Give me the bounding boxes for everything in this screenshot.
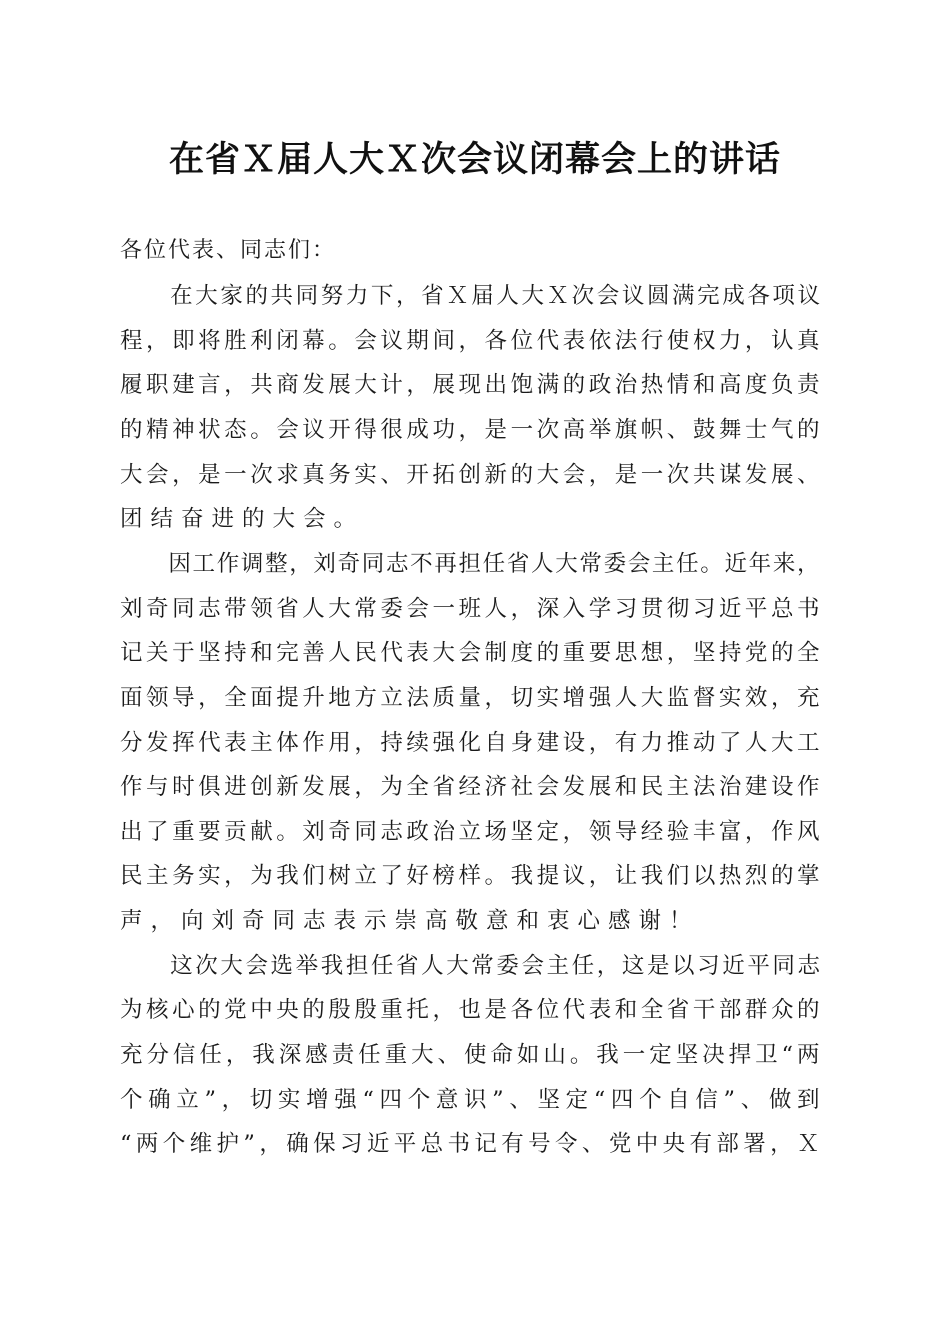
body-line: 分发挥代表主体作用，持续强化自身建设，有力推动了人大工 <box>120 729 824 756</box>
body-line: 的精神状态。会议开得很成功，是一次高举旗帜、鼓舞士气的 <box>120 416 824 443</box>
body-line: “两个维护”，确保习近平总书记有号令、党中央有部署，Ｘ <box>120 1131 824 1158</box>
body-line: 声，向刘奇同志表示崇高敬意和衷心感谢！ <box>120 908 700 935</box>
body-line: 作与时俱进创新发展，为全省经济社会发展和民主法治建设作 <box>120 774 824 801</box>
body-line: 在大家的共同努力下，省Ｘ届人大Ｘ次会议圆满完成各项议 <box>120 283 823 309</box>
document-title: 在省Ｘ届人大Ｘ次会议闭幕会上的讲话 <box>168 139 781 180</box>
greeting: 各位代表、同志们： <box>120 238 337 263</box>
body-line: 程，即将胜利闭幕。会议期间，各位代表依法行使权力，认真 <box>120 327 824 354</box>
body-line: 履职建言，共商发展大计，展现出饱满的政治热情和高度负责 <box>120 372 824 399</box>
body-line: 充分信任，我深感责任重大、使命如山。我一定坚决捍卫“两 <box>120 1042 824 1069</box>
body-line: 因工作调整，刘奇同志不再担任省人大常委会主任。近年来， <box>120 550 822 577</box>
body-line: 为核心的党中央的殷殷重托，也是各位代表和全省干部群众的 <box>120 997 824 1024</box>
body-line: 个确立”，切实增强“四个意识”、坚定“四个自信”、做到 <box>120 1086 826 1113</box>
body-line: 面领导，全面提升地方立法质量，切实增强人大监督实效，充 <box>120 684 824 711</box>
body-line: 记关于坚持和完善人民代表大会制度的重要思想，坚持党的全 <box>120 640 824 667</box>
body-line: 大会，是一次求真务实、开拓创新的大会，是一次共谋发展、 <box>120 461 824 488</box>
body-line: 出了重要贡献。刘奇同志政治立场坚定，领导经验丰富，作风 <box>120 818 824 845</box>
body-line: 团结奋进的大会。 <box>120 506 365 533</box>
body-line: 刘奇同志带领省人大常委会一班人，深入学习贯彻习近平总书 <box>120 595 824 622</box>
body-line: 这次大会选举我担任省人大常委会主任，这是以习近平同志 <box>120 952 823 979</box>
body-line: 民主务实，为我们树立了好榜样。我提议，让我们以热烈的掌 <box>120 863 824 890</box>
